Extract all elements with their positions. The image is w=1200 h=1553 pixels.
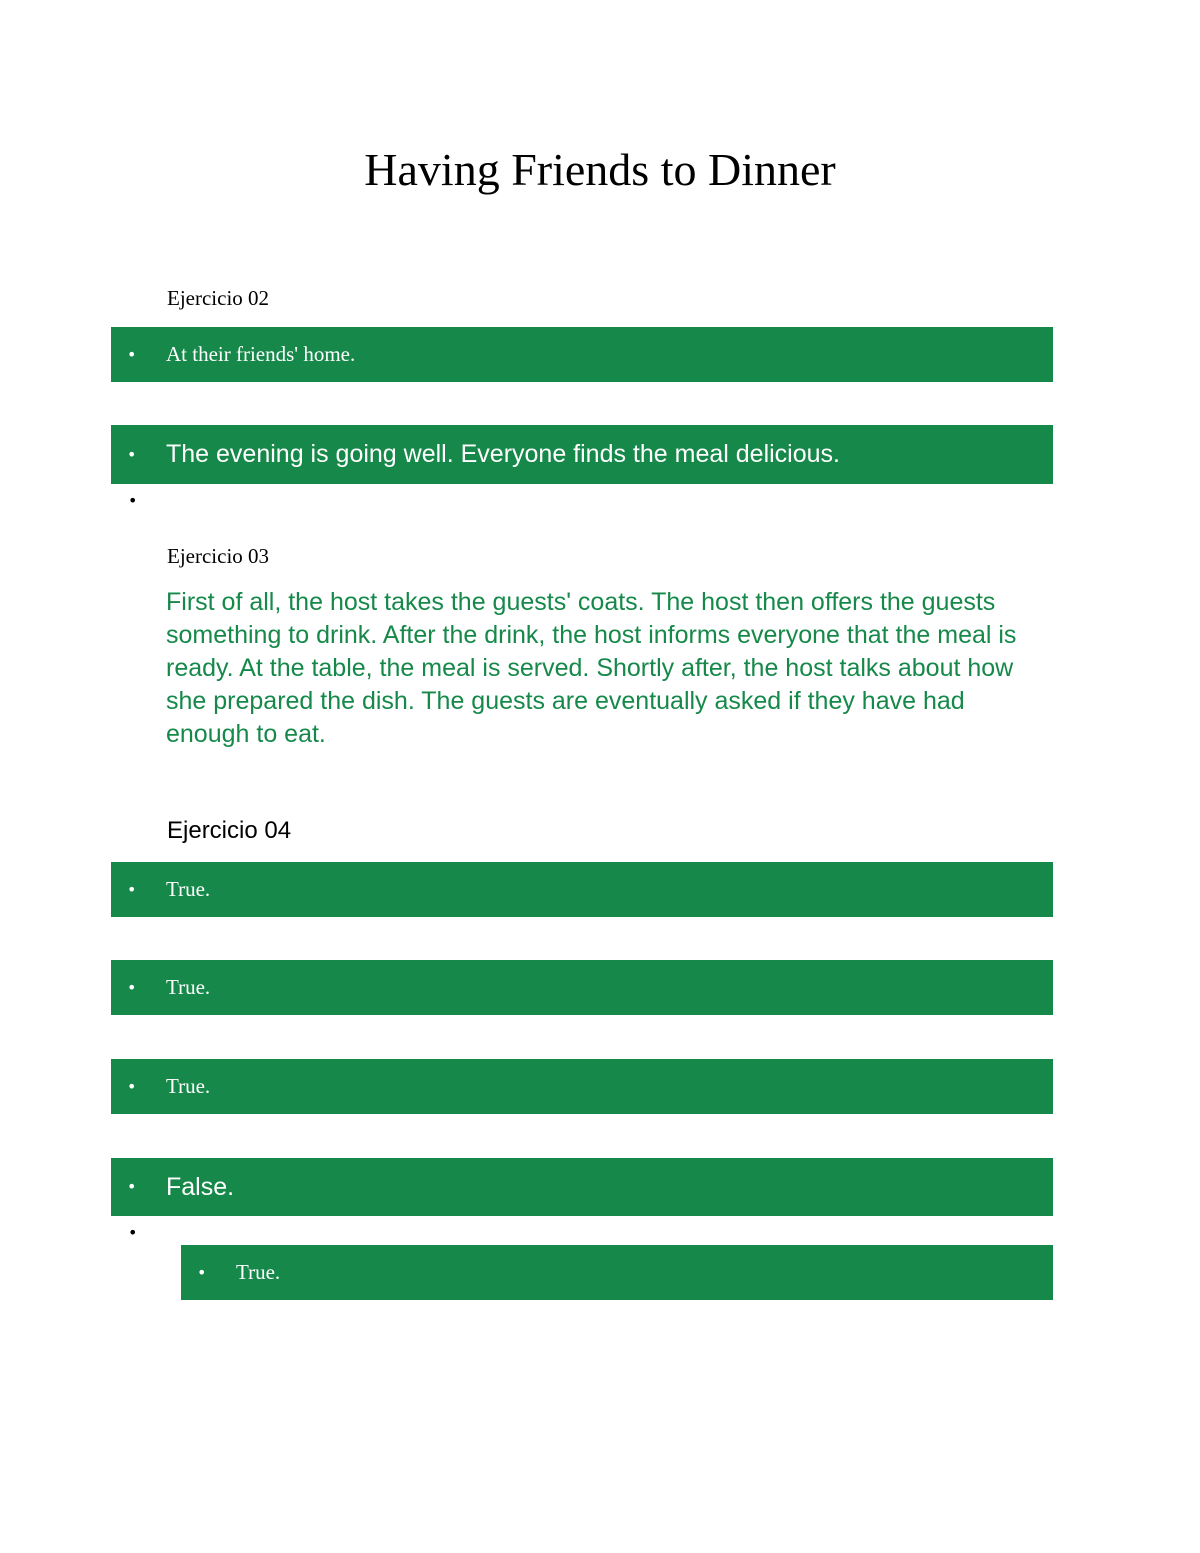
- ejercicio-02-heading: Ejercicio 02: [167, 286, 270, 310]
- ejercicio-04-heading: Ejercicio 04: [167, 817, 292, 844]
- bullet-icon: •: [127, 977, 137, 997]
- ejercicio-03-heading: Ejercicio 03: [167, 544, 270, 568]
- answer-bar: [111, 425, 1053, 484]
- bullet-icon: •: [127, 344, 137, 364]
- empty-bullet-icon: •: [128, 491, 138, 510]
- bullet-icon: •: [127, 1076, 137, 1096]
- answer-text: True.: [236, 1260, 281, 1284]
- answer-bar: [111, 862, 1053, 917]
- answer-text: True.: [166, 975, 211, 999]
- answer-text: True.: [166, 1074, 211, 1098]
- nested-answer-bar: [181, 1245, 1053, 1300]
- page-title: Having Friends to Dinner: [364, 144, 836, 195]
- answer-bar: [111, 960, 1053, 1015]
- bullet-icon: •: [127, 1177, 137, 1196]
- answer-text: True.: [166, 877, 211, 901]
- answer-text: False.: [166, 1172, 235, 1201]
- answer-text: At their friends' home.: [166, 342, 356, 366]
- answer-text: The evening is going well. Everyone finds the meal delicious.: [166, 440, 840, 468]
- empty-bullet-icon: •: [128, 1223, 138, 1242]
- bullet-icon: •: [127, 879, 137, 899]
- bullet-icon: •: [197, 1262, 207, 1282]
- answer-bar: [111, 1158, 1053, 1216]
- answer-bar: [111, 1059, 1053, 1114]
- ejercicio-03-paragraph: First of all, the host takes the guests' coats. The host then offers the guests something to drink. After the drink, the host informs everyone that the meal is ready. At the table, the meal is served. Shortly after, the host talks about how she prepared the dish. The guests are eventually asked if they have had enough to eat.: [166, 588, 1017, 748]
- answer-bar: [111, 327, 1053, 382]
- bullet-icon: •: [127, 444, 137, 464]
